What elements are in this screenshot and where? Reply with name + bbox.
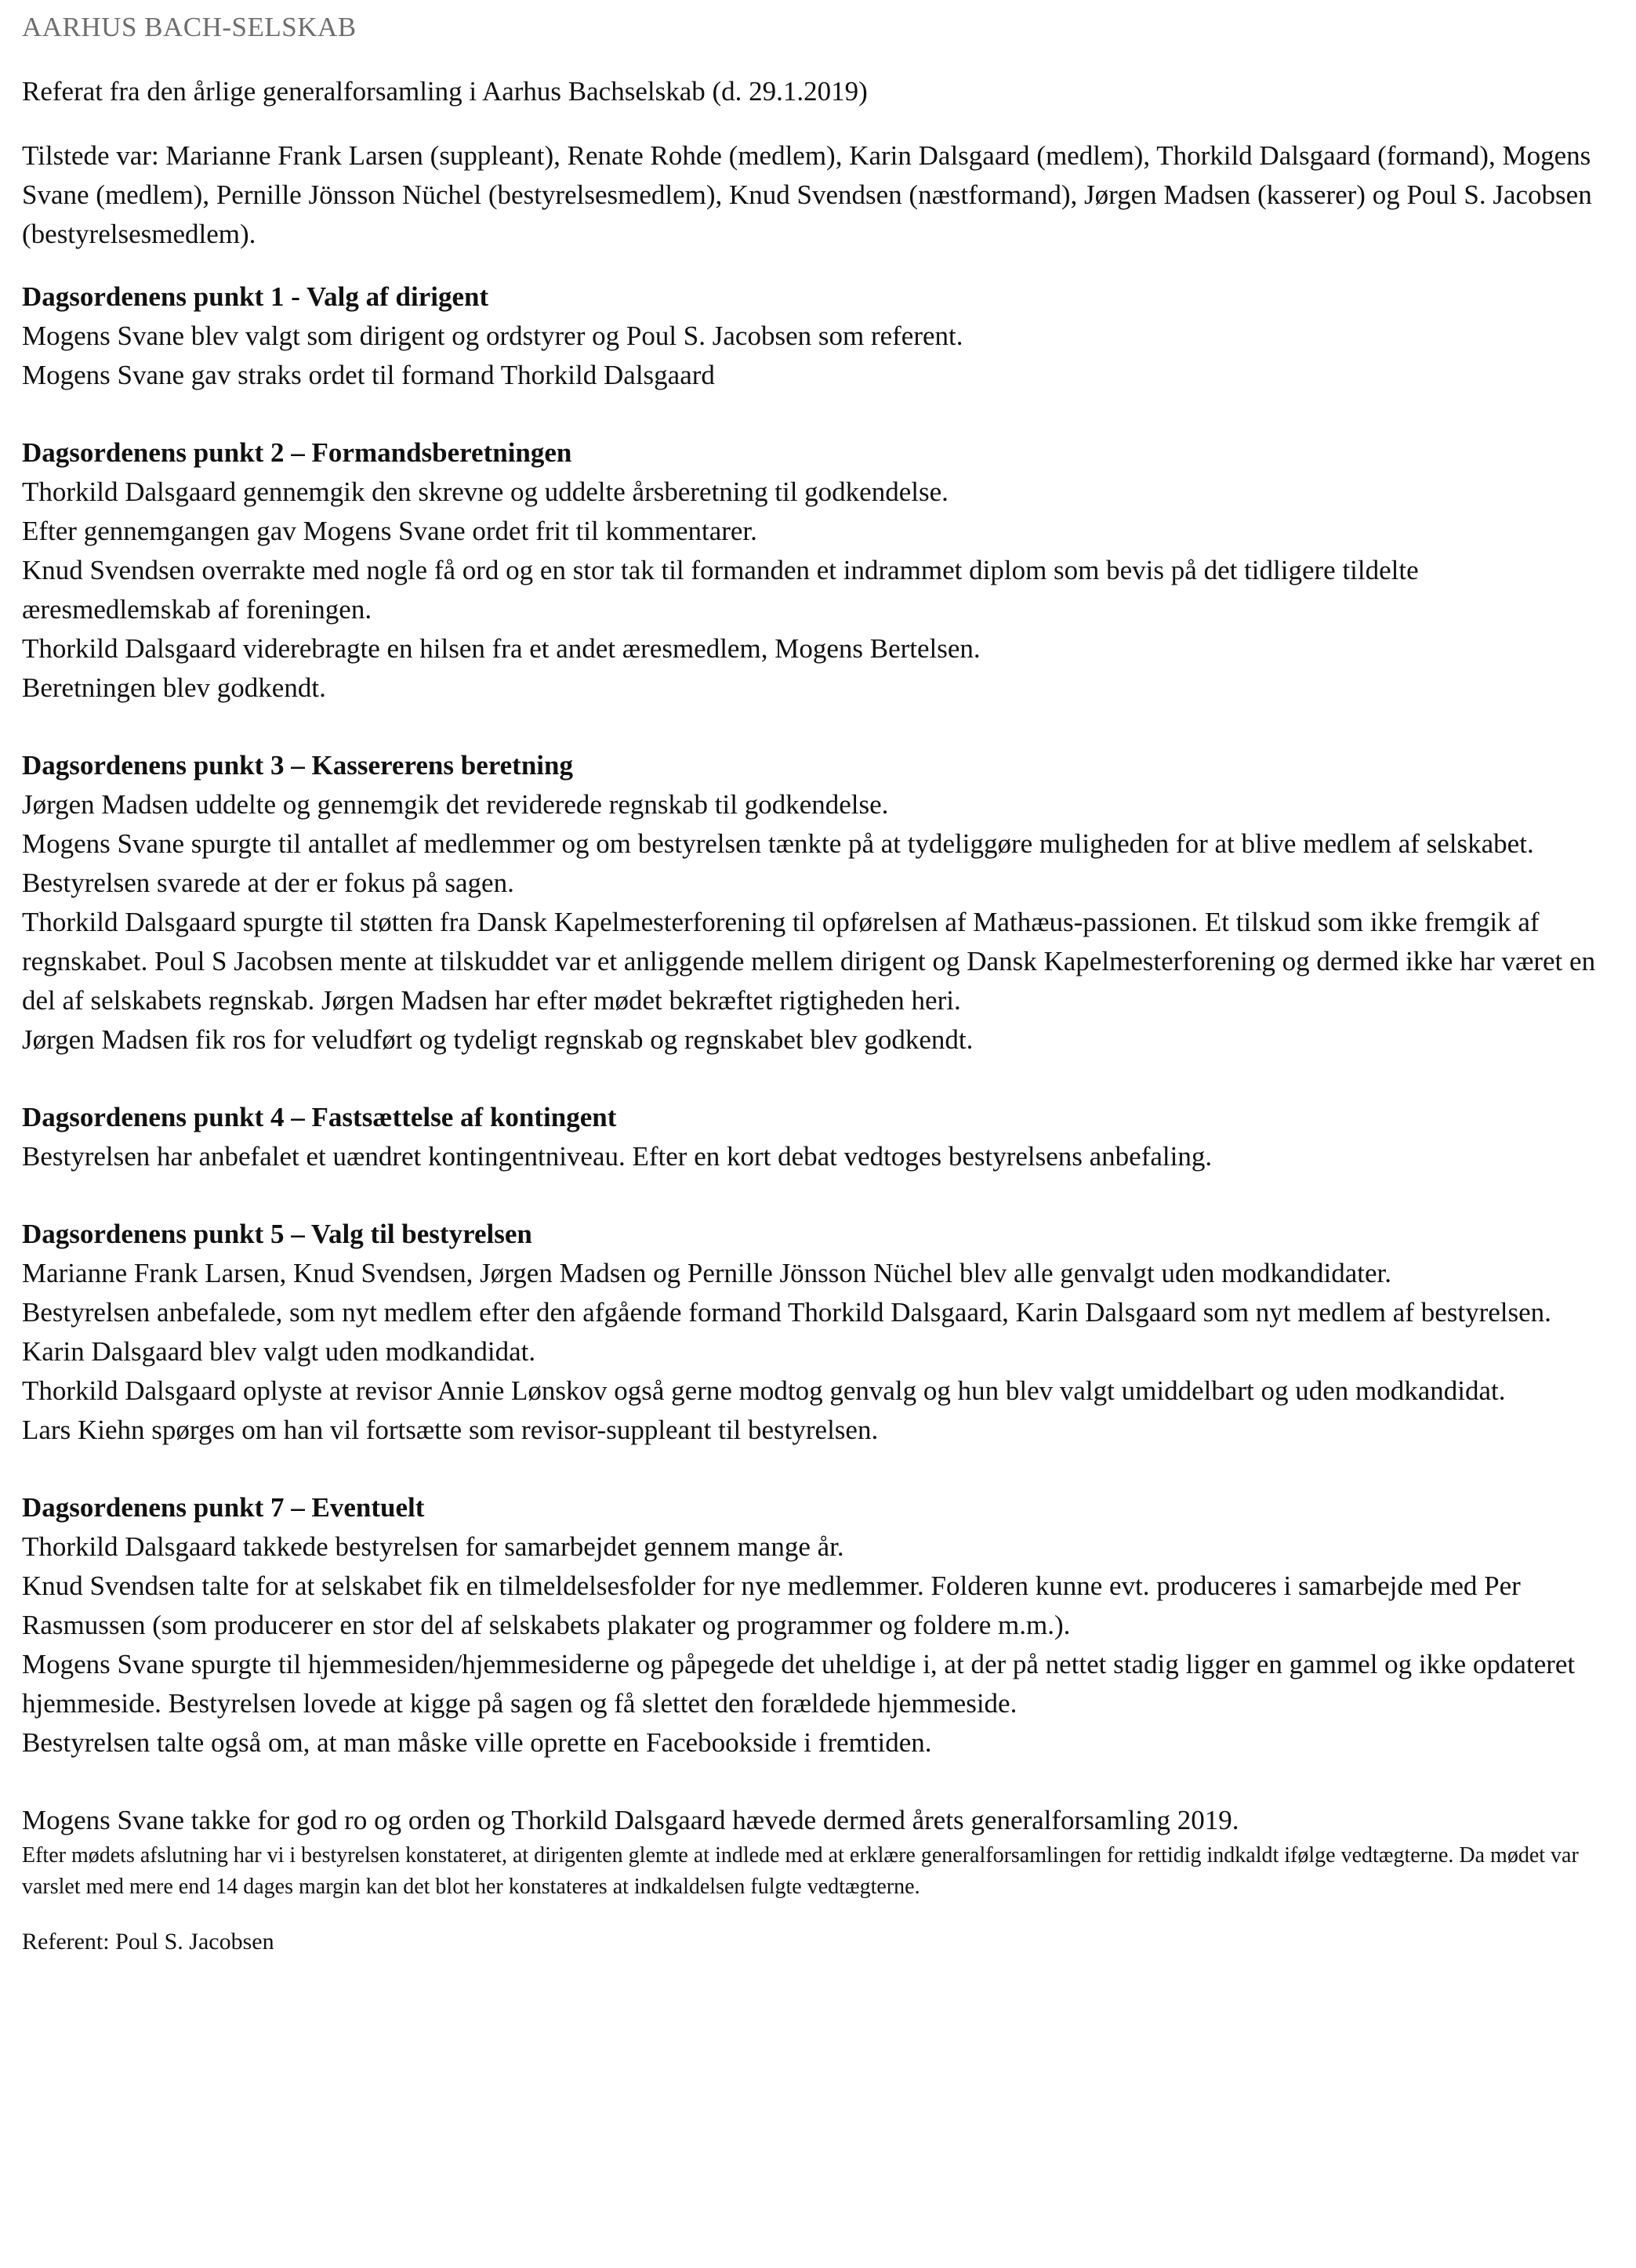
section-paragraph: Beretningen blev godkendt. bbox=[22, 672, 326, 703]
referent-signature: Referent: Poul S. Jacobsen bbox=[22, 1929, 274, 1955]
section-heading: Dagsordenens punkt 5 – Valg til bestyrelsen bbox=[22, 1219, 532, 1249]
agenda-item-2 bbox=[22, 433, 1613, 708]
attendees-paragraph: Tilstede var: Marianne Frank Larsen (suppleant), Renate Rohde (medlem), Karin Dalsgaard (medlem), Thorkild Dalsgaard (formand), Mogens Svane (medlem), Pernille Jönsson Nüchel (bestyrelsesmedlem), Knud Svendsen (næstformand), Jørgen Madsen (kasserer) og Poul S. Jacobsen (bestyrelsesmedlem). bbox=[22, 140, 1592, 249]
section-paragraph: Mogens Svane spurgte til antallet af medlemmer og om bestyrelsen tænkte på at tydeliggøre muligheden for at blive medlem af selskabet. Bestyrelsen svarede at der er fokus på sagen. bbox=[22, 828, 1534, 898]
organization-header: AARHUS BACH-SELSKAB bbox=[22, 12, 357, 42]
section-paragraph: Marianne Frank Larsen, Knud Svendsen, Jørgen Madsen og Pernille Jönsson Nüchel blev alle genvalgt uden modkandidater. bbox=[22, 1258, 1392, 1288]
section-paragraph: Thorkild Dalsgaard spurgte til støtten fra Dansk Kapelmesterforening til opførelsen af Mathæus-passionen. Et tilskud som ikke fremgik af regnskabet. Poul S Jacobsen mente at tilskuddet var et anliggende mellem dirigent og Dansk Kapelmesterforening og dermed ikke har været en del af selskabets regnskab. Jørgen Madsen har efter mødet bekræftet rigtigheden heri. bbox=[22, 907, 1596, 1016]
section-paragraph: Bestyrelsen anbefalede, som nyt medlem efter den afgående formand Thorkild Dalsgaard, Karin Dalsgaard som nyt medlem af bestyrelsen. Karin Dalsgaard blev valgt uden modkandidat. bbox=[22, 1297, 1551, 1367]
section-paragraph: Thorkild Dalsgaard viderebragte en hilsen fra et andet æresmedlem, Mogens Bertelsen. bbox=[22, 633, 981, 664]
section-paragraph: Jørgen Madsen fik ros for veludført og tydeligt regnskab og regnskabet blev godkendt. bbox=[22, 1024, 974, 1055]
document-title: Referat fra den årlige generalforsamling i Aarhus Bachselskab (d. 29.1.2019) bbox=[22, 76, 868, 107]
section-paragraph: Knud Svendsen overrakte med nogle få ord og en stor tak til formanden et indrammet diplom som bevis på det tidligere tildelte æresmedlemskab af foreningen. bbox=[22, 555, 1419, 625]
section-paragraph: Bestyrelsen talte også om, at man måske ville oprette en Facebookside i fremtiden. bbox=[22, 1727, 932, 1758]
agenda-item-7 bbox=[22, 1488, 1613, 1763]
section-heading: Dagsordenens punkt 1 - Valg af dirigent bbox=[22, 281, 489, 312]
section-heading: Dagsordenens punkt 3 – Kassererens beretning bbox=[22, 750, 573, 781]
agenda-item-5 bbox=[22, 1215, 1613, 1450]
section-paragraph: Mogens Svane spurgte til hjemmesiden/hjemmesiderne og påpegede det uheldige i, at der på nettet stadig ligger en gammel og ikke opdateret hjemmeside. Bestyrelsen lovede at kigge på sagen og få slettet den forældede hjemmeside. bbox=[22, 1649, 1576, 1719]
document-page bbox=[22, 0, 1613, 1959]
section-paragraph: Mogens Svane gav straks ordet til formand Thorkild Dalsgaard bbox=[22, 360, 715, 390]
section-paragraph: Jørgen Madsen uddelte og gennemgik det reviderede regnskab til godkendelse. bbox=[22, 789, 889, 820]
section-paragraph: Bestyrelsen har anbefalet et uændret kontingentniveau. Efter en kort debat vedtoges bestyrelsens anbefaling. bbox=[22, 1141, 1213, 1172]
agenda-item-3 bbox=[22, 746, 1613, 1060]
section-paragraph: Thorkild Dalsgaard gennemgik den skrevne og uddelte årsberetning til godkendelse. bbox=[22, 476, 949, 507]
section-heading: Dagsordenens punkt 7 – Eventuelt bbox=[22, 1492, 425, 1523]
agenda-item-4 bbox=[22, 1098, 1613, 1176]
agenda-item-1 bbox=[22, 277, 1613, 395]
section-paragraph: Efter gennemgangen gav Mogens Svane ordet frit til kommentarer. bbox=[22, 516, 757, 546]
section-paragraph: Thorkild Dalsgaard oplyste at revisor Annie Lønskov også gerne modtog genvalg og hun blev valgt umiddelbart og uden modkandidat. bbox=[22, 1375, 1506, 1406]
section-heading: Dagsordenens punkt 2 – Formandsberetningen bbox=[22, 437, 572, 468]
section-heading: Dagsordenens punkt 4 – Fastsættelse af kontingent bbox=[22, 1102, 617, 1132]
section-paragraph: Thorkild Dalsgaard takkede bestyrelsen for samarbejdet gennem mange år. bbox=[22, 1531, 844, 1562]
section-paragraph: Mogens Svane blev valgt som dirigent og ordstyrer og Poul S. Jacobsen som referent. bbox=[22, 321, 963, 351]
section-paragraph: Lars Kiehn spørges om han vil fortsætte som revisor-suppleant til bestyrelsen. bbox=[22, 1415, 879, 1445]
post-meeting-note: Efter mødets afslutning har vi i bestyrelsen konstateret, at dirigenten glemte at indlede med at erklære generalforsamlingen for rettidig indkaldt ifølge vedtægterne. Da mødet var varslet med mere end 14 dages margin kan det blot her konstateres at indkaldelsen fulgte vedtægterne. bbox=[22, 1843, 1579, 1899]
section-paragraph: Knud Svendsen talte for at selskabet fik en tilmeldelsesfolder for nye medlemmer. Folderen kunne evt. produceres i samarbejde med Per Rasmussen (som producerer en stor del af selskabets plakater og programmer og foldere m.m.). bbox=[22, 1571, 1521, 1640]
closing-paragraph: Mogens Svane takke for god ro og orden og Thorkild Dalsgaard hævede dermed årets generalforsamling 2019. bbox=[22, 1805, 1239, 1835]
